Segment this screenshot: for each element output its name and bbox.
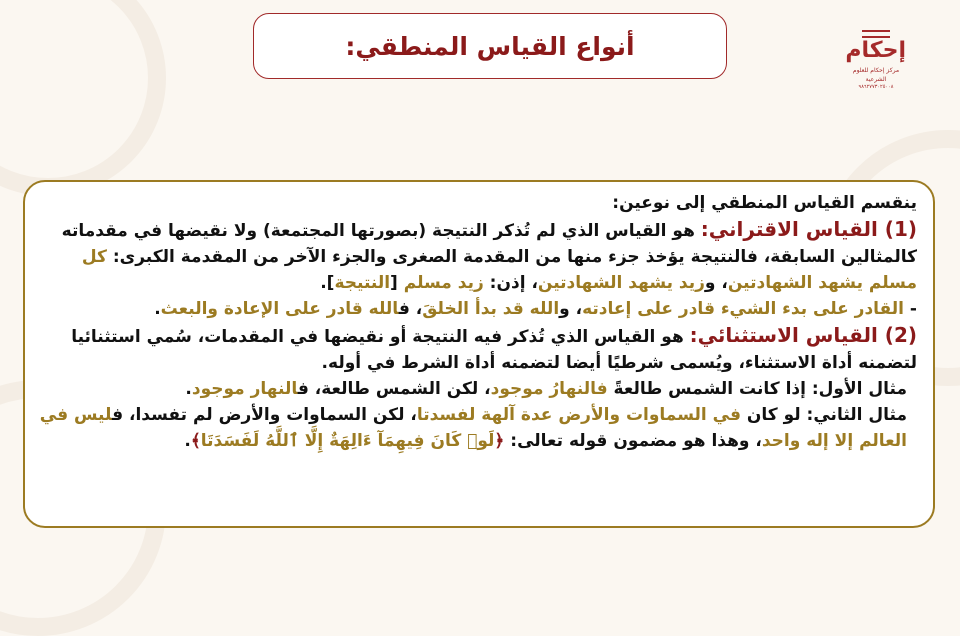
conclusion-tag: النتيجة bbox=[334, 273, 391, 293]
background-ornament bbox=[0, 0, 166, 196]
istithnai-definition: هو القياس الذي تُذكر فيه النتيجة أو نقيضها في المقدمات، سُمي استثنائيا لتضمنه أداة الاستثناء، ويُسمى شرطيًا أيضا لتضمنه أداة الشرط في أوله. bbox=[71, 327, 917, 373]
intro-line: ينقسم القياس المنطقي إلى نوعين: bbox=[612, 193, 917, 213]
logo-building-icon bbox=[862, 30, 890, 38]
bracket-open: [ bbox=[390, 273, 404, 293]
example-two bbox=[39, 402, 917, 454]
premise-minor: زيد يشهد الشهادتين bbox=[537, 273, 705, 293]
dash: - bbox=[904, 299, 917, 319]
istithnai-label: (2) القياس الاستثنائي: bbox=[689, 323, 917, 347]
example-two-label: مثال الثاني: bbox=[800, 405, 907, 425]
separator: ، و bbox=[559, 299, 583, 319]
title-box bbox=[253, 13, 727, 79]
example-two-antecedent: في السماوات والأرض عدة آلهة لفسدتا bbox=[416, 405, 741, 425]
quran-verse: لَوۡ كَانَ فِيهِمَآ ءَالِهَةٌ إِلَّا ٱللَّهُ لَفَسَدَتَا bbox=[200, 431, 495, 451]
logo-mark: إحكام bbox=[845, 38, 906, 63]
premise-major: كل مسلم يشهد الشهادتين bbox=[81, 247, 917, 293]
logo-number: ٩٨٦٢٧٧٣٠٢٥٠٠٨ bbox=[858, 84, 894, 90]
logo bbox=[846, 30, 906, 100]
iqtirani-definition: هو القياس الذي لم تُذكر النتيجة (بصورتها المجتمعة) ولا نقيضها في مقدماته كالمثالين السابقة، فالنتيجة يؤخذ جزء منها من المقدمة الصغرى والجزء الآخر من المقدمة الكبرى: bbox=[61, 221, 917, 267]
separator: ، ف bbox=[398, 299, 423, 319]
example-two-text: ، وهذا هو مضمون قوله تعالى: bbox=[504, 431, 762, 451]
separator: ، إذن: bbox=[483, 273, 538, 293]
example-resurrection bbox=[39, 296, 917, 322]
conclusion: زيد مسلم bbox=[403, 273, 484, 293]
separator: ، و bbox=[704, 273, 728, 293]
resurrection-conclusion: الله قادر على الإعادة والبعث bbox=[160, 299, 399, 319]
resurrection-premise-1: القادر على بدء الشيء قادر على إعادته bbox=[582, 299, 905, 319]
period: . bbox=[185, 379, 192, 399]
quran-bracket-close: ﴾ bbox=[190, 431, 201, 451]
example-one-text: إذا كانت الشمس طالعةً bbox=[607, 379, 806, 399]
example-one-label: مثال الأول: bbox=[805, 379, 907, 399]
example-two-text: لو كان bbox=[740, 405, 801, 425]
content-box bbox=[23, 180, 935, 528]
quran-bracket-open: ﴿ bbox=[494, 431, 505, 451]
logo-subtitle: مركز إحكام للعلوم الشرعية bbox=[852, 67, 900, 83]
slide-title: أنواع القياس المنطقي: bbox=[345, 31, 635, 61]
example-one-consequent: فالنهارُ موجود bbox=[490, 379, 608, 399]
resurrection-premise-2: الله قد بدأ الخلقَ bbox=[422, 299, 560, 319]
example-one bbox=[39, 376, 917, 402]
example-one-conclusion: النهار موجود bbox=[191, 379, 298, 399]
istithnai-paragraph bbox=[39, 322, 917, 376]
bracket-close: ]. bbox=[320, 273, 335, 293]
iqtirani-label: (1) القياس الاقتراني: bbox=[700, 217, 917, 241]
iqtirani-paragraph bbox=[39, 216, 917, 296]
period: . bbox=[184, 431, 191, 451]
example-one-text: ، لكن الشمس طالعة، ف bbox=[297, 379, 491, 399]
example-two-text: ، لكن السماوات والأرض لم تفسدا، ف bbox=[111, 405, 417, 425]
example-two-conclusion: ليس في العالم إلا إله واحد bbox=[39, 405, 907, 451]
period: . bbox=[154, 299, 161, 319]
